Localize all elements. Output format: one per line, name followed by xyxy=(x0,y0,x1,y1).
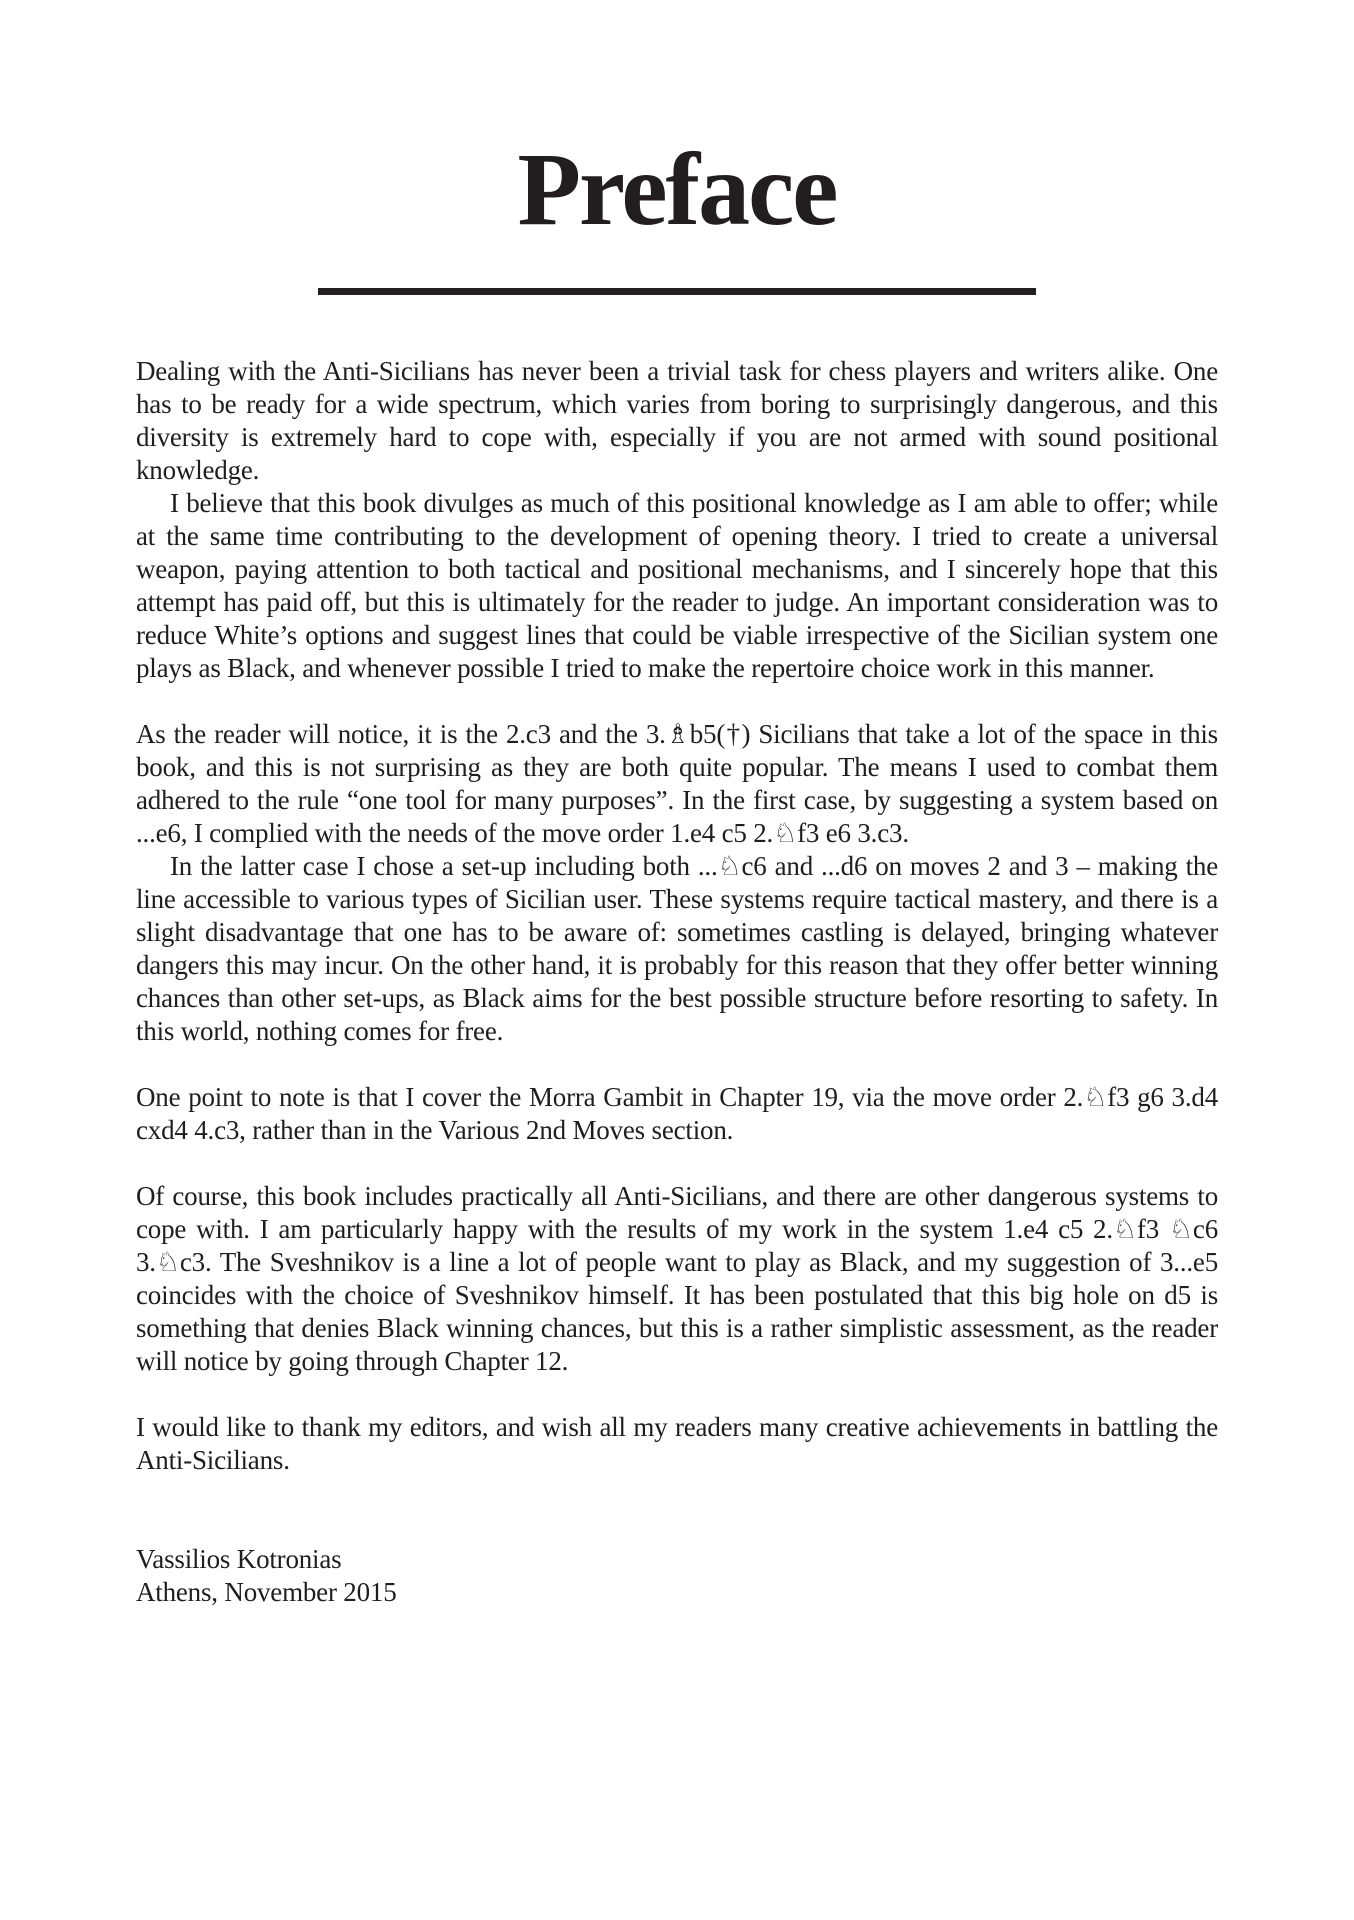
title-rule-divider xyxy=(318,288,1036,295)
paragraph-dealing-with-anti-sicilians: Dealing with the Anti-Sicilians has never been a trivial task for chess players and writers alike. One has to be ready for a wide spectrum, which varies from boring to surprisingly dangerous, and this diversity is extremely hard to cope with, especially if you are not armed with sound positional knowledge. xyxy=(136,356,1218,485)
paragraph-of-course: Of course, this book includes practically all Anti-Sicilians, and there are other dangerous systems to cope with. I am particularly happy with the results of my work in the system 1.e4 c5 2.♘f3 ♘c6 3.♘c3. The Sveshnikov is a line a lot of people want to play as Black, and my suggestion of 3...e5 coincides with the choice of Sveshnikov himself. It has been postulated that this big hole on d5 is something that denies Black winning chances, but this is a rather simplistic assessment, as the reader will notice by going through Chapter 12. xyxy=(136,1181,1218,1376)
signature-author: Vassilios Kotronias xyxy=(136,1544,342,1574)
signature-place-date: Athens, November 2015 xyxy=(136,1577,397,1607)
paragraph-thanks: I would like to thank my editors, and wish all my readers many creative achievements in battling the Anti-Sicilians. xyxy=(136,1412,1218,1475)
paragraph-in-the-latter-case: In the latter case I chose a set-up including both ...♘c6 and ...d6 on moves 2 and 3 – making the line accessible to various types of Sicilian user. These systems require tactical mastery, and there is a slight disadvantage that one has to be aware of: sometimes castling is delayed, bringing whatever dangers this may incur. On the other hand, it is probably for this reason that they offer better winning chances than other set-ups, as Black aims for the best possible structure before resorting to safety. In this world, nothing comes for free. xyxy=(136,851,1218,1046)
page-title: Preface xyxy=(517,132,837,247)
preface-body xyxy=(136,355,1218,1609)
paragraph-morra-gambit-note: One point to note is that I cover the Morra Gambit in Chapter 19, via the move order 2.♘f3 g6 3.d4 cxd4 4.c3, rather than in the Various 2nd Moves section. xyxy=(136,1082,1218,1145)
paragraph-i-believe: I believe that this book divulges as much of this positional knowledge as I am able to offer; while at the same time contributing to the development of opening theory. I tried to create a universal weapon, paying attention to both tactical and positional mechanisms, and I sincerely hope that this attempt has paid off, but this is ultimately for the reader to judge. An important consideration was to reduce White’s options and suggest lines that could be viable irrespective of the Sicilian system one plays as Black, and whenever possible I tried to make the repertoire choice work in this manner. xyxy=(136,488,1218,683)
paragraph-as-the-reader-will-notice: As the reader will notice, it is the 2.c3 and the 3.♗b5(†) Sicilians that take a lot of the space in this book, and this is not surprising as they are both quite popular. The means I used to combat them adhered to the rule “one tool for many purposes”. In the first case, by suggesting a system based on ...e6, I complied with the needs of the move order 1.e4 c5 2.♘f3 e6 3.c3. xyxy=(136,719,1218,848)
